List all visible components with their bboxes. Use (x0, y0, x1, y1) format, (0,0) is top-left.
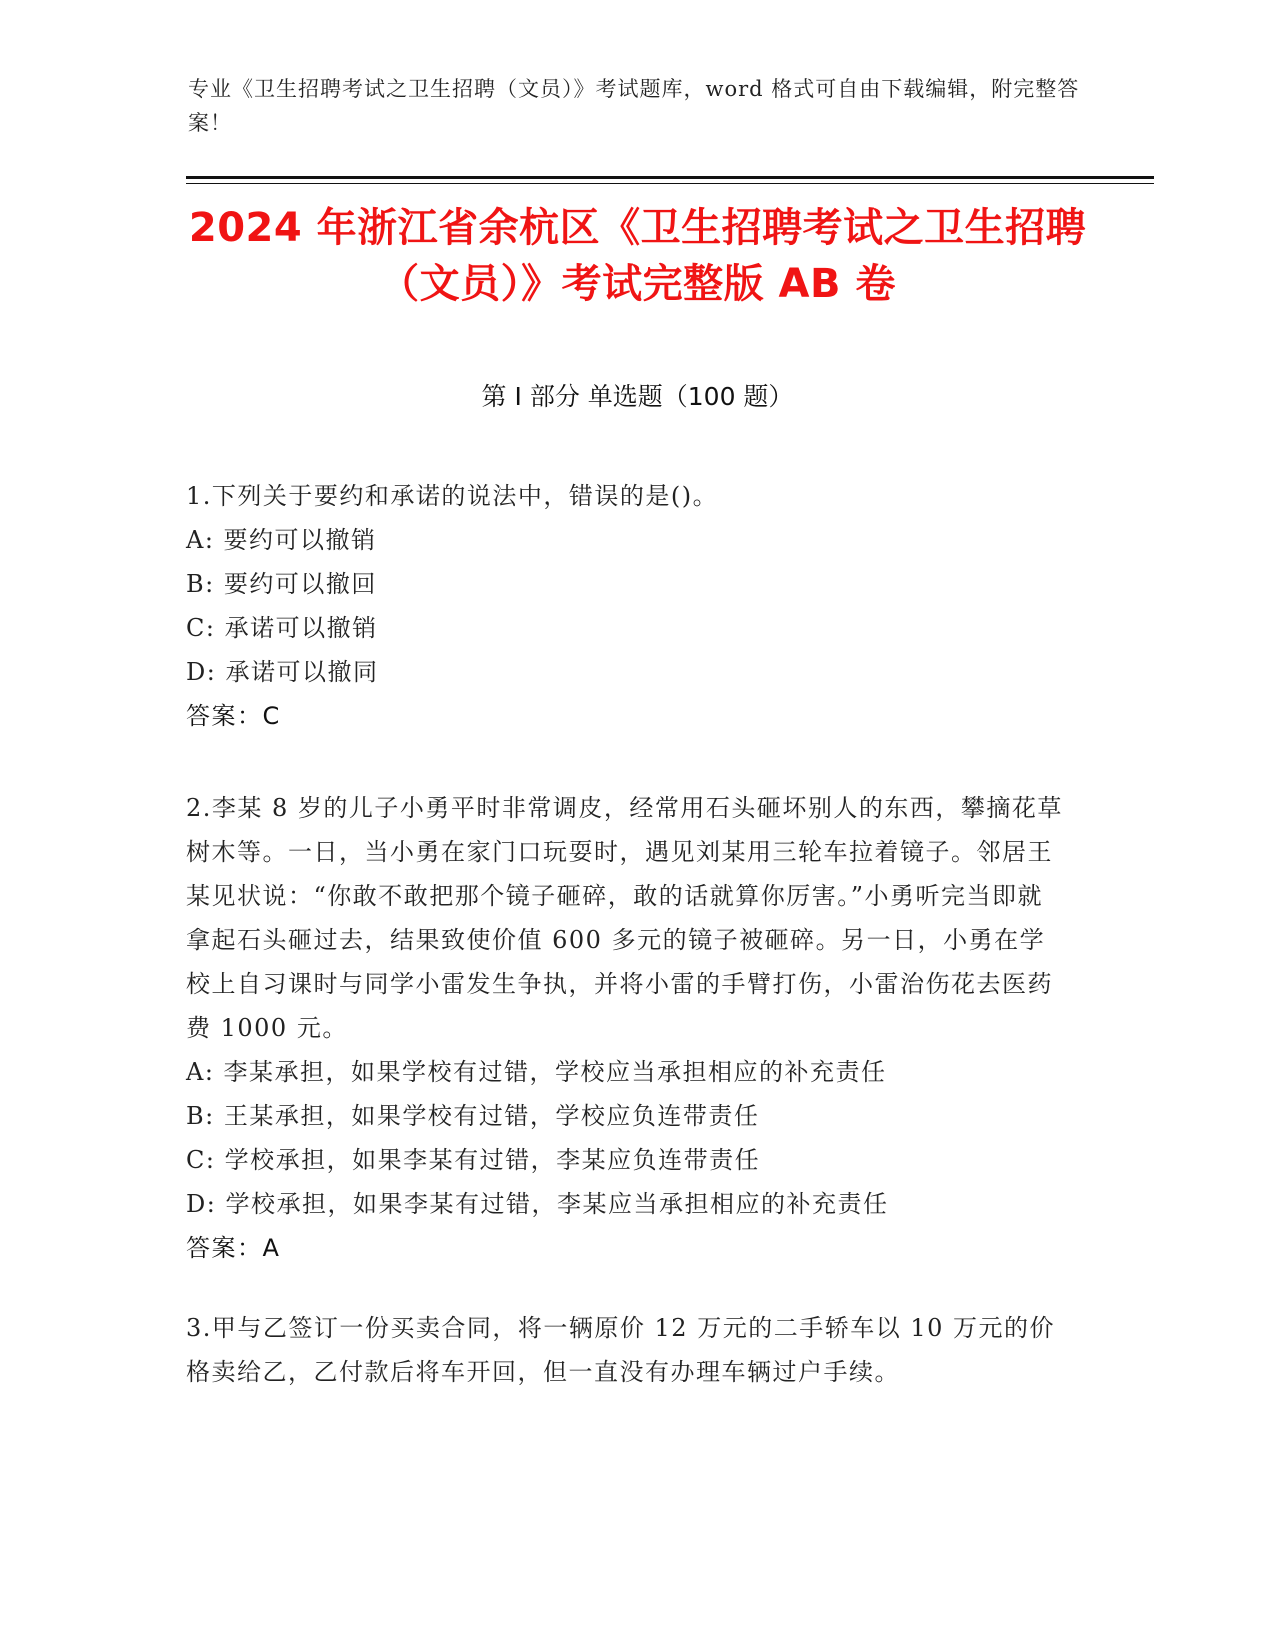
question-stem: 1.下列关于要约和承诺的说法中，错误的是()。 (186, 482, 719, 510)
question-stem: 3.甲与乙签订一份买卖合同，将一辆原价 12 万元的二手轿车以 10 万元的价格卖给乙，乙付款后将车开回，但一直没有办理车辆过户手续。 (186, 1314, 1055, 1386)
document-title: 2024 年浙江省余杭区《卫生招聘考试之卫生招聘（文员）》考试完整版 AB 卷 (188, 205, 1087, 307)
answer: 答案：A (186, 1234, 281, 1262)
option-d: D: 学校承担，如果李某有过错，李某应当承担相应的补充责任 (186, 1190, 889, 1218)
option-b: B: 要约可以撤回 (186, 570, 377, 598)
option-b: B: 王某承担，如果学校有过错，学校应负连带责任 (186, 1102, 760, 1130)
question-1 (186, 474, 1066, 738)
header-note: 专业《卫生招聘考试之卫生招聘（文员）》考试题库，word 格式可自由下载编辑，附完整答案！ (188, 77, 1080, 135)
option-c: C: 学校承担，如果李某有过错，李某应负连带责任 (186, 1146, 761, 1174)
option-d: D: 承诺可以撤同 (186, 658, 379, 686)
section-title: 第 I 部分 单选题（100 题） (481, 382, 794, 411)
answer: 答案：C (186, 702, 281, 730)
option-c: C: 承诺可以撤销 (186, 614, 378, 642)
question-2 (186, 786, 1066, 1270)
question-3 (186, 1306, 1066, 1394)
option-a: A: 要约可以撤销 (186, 526, 377, 554)
question-stem: 2.李某 8 岁的儿子小勇平时非常调皮，经常用石头砸坏别人的东西，攀摘花草树木等。一日，当小勇在家门口玩耍时，遇见刘某用三轮车拉着镜子。邻居王某见状说：“你敢不敢把那个镜子砸碎，敢的话就算你厉害。”小勇听完当即就拿起石头砸过去，结果致使价值 600 多元的镜子被砸碎。另一日，小勇在学校上自习课时与同学小雷发生争执，并将小雷的手臂打伤，小雷治伤花去医药费 1000 元。 (186, 794, 1063, 1042)
header-divider-thick (186, 176, 1154, 179)
option-a: A: 李某承担，如果学校有过错，学校应当承担相应的补充责任 (186, 1058, 887, 1086)
header-divider-thin (186, 183, 1154, 184)
